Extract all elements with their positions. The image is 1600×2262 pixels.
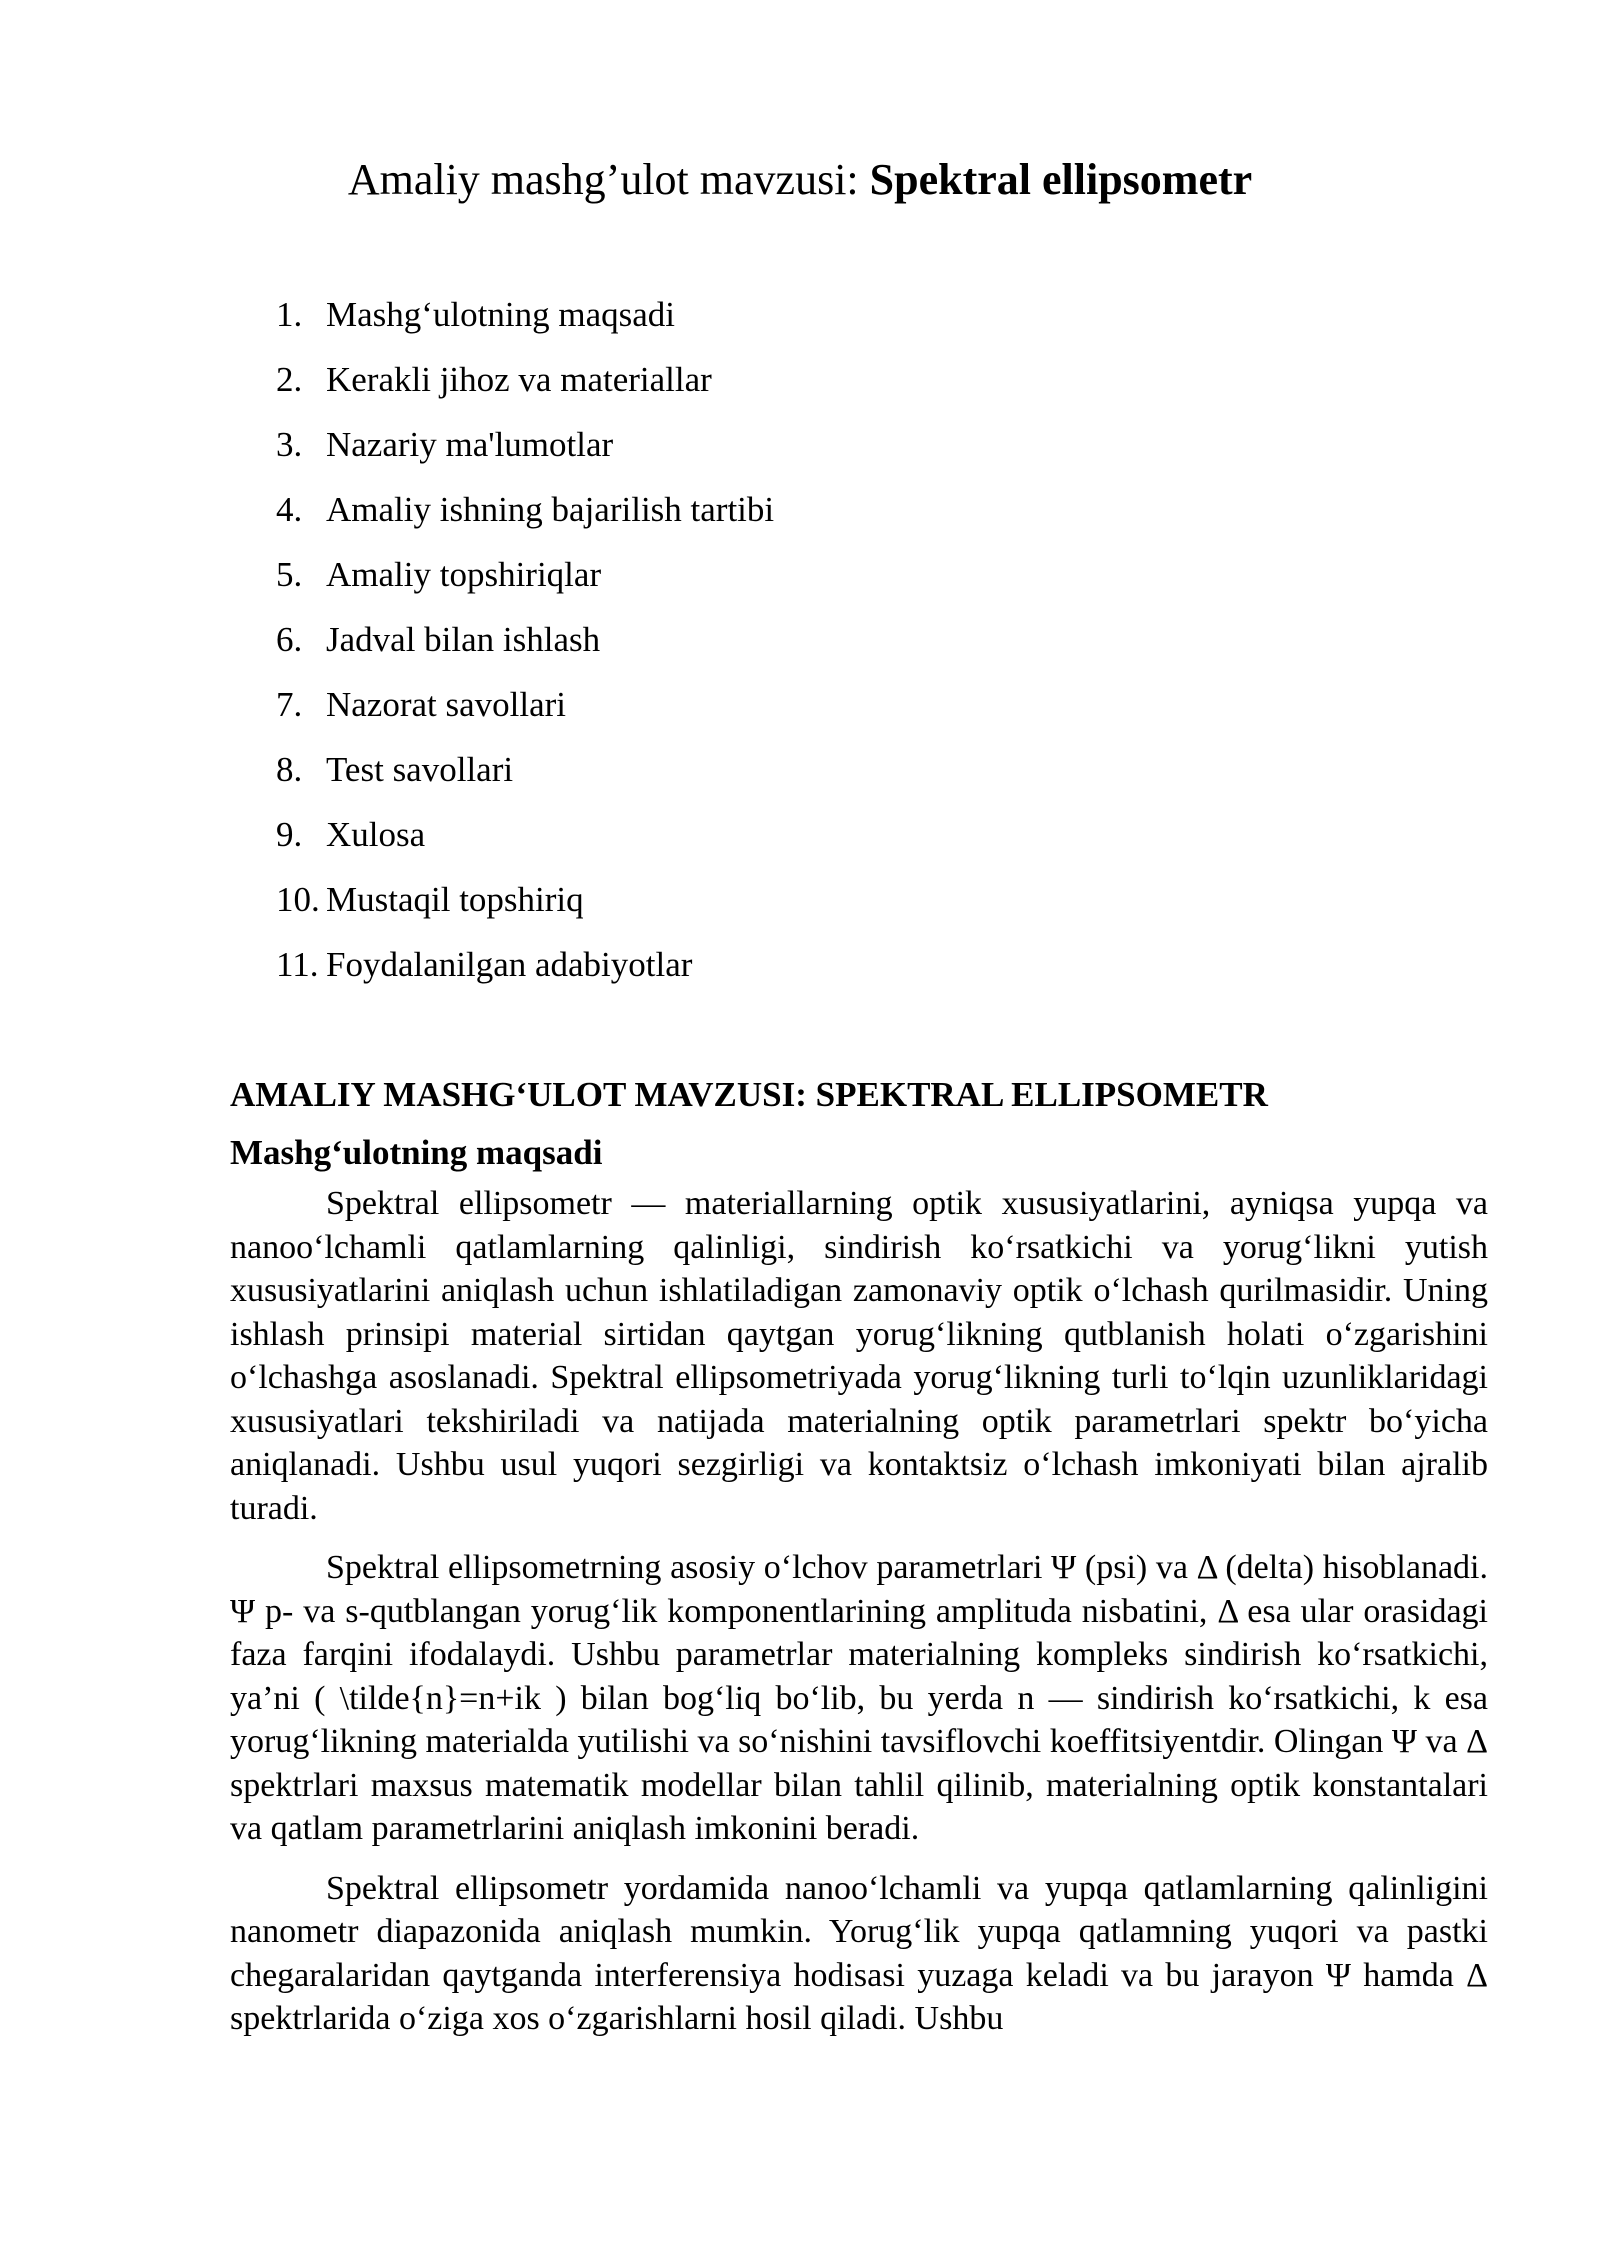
- toc-item-number: 11.: [276, 945, 319, 984]
- body-paragraph: Spektral ellipsometr yordamida nanoo‘lchamli va yupqa qatlamlarning qalinligini nanometr diapazonida aniqlash mumkin. Yorug‘lik yupqa qatlamning yuqori va pastki chegaralaridan qaytganda interferensiya hodisasi yuzaga keladi va bu jarayon Ψ hamda Δ spektrlarida o‘ziga xos o‘zgarishlarni hosil qiladi. Ushbu: [230, 1869, 1488, 2037]
- toc-item: [276, 485, 774, 550]
- toc-item-label: Mashg‘ulotning maqsadi: [326, 295, 675, 334]
- table-of-contents: [276, 290, 774, 1005]
- toc-item-number: 5.: [276, 555, 303, 594]
- toc-item-number: 3.: [276, 425, 303, 464]
- toc-item-label: Jadval bilan ishlash: [326, 620, 601, 659]
- document-title-normal: Amaliy mashg’ulot mavzusi:: [347, 155, 870, 204]
- document-title-bold: Spektral ellipsometr: [869, 155, 1253, 204]
- body-paragraph: Spektral ellipsometr — materiallarning optik xususiyatlarini, ayniqsa yupqa va nanoo‘lchamli qatlamlarning qalinligi, sindirish ko‘rsatkichi va yorug‘likni yutish xususiyatlarini aniqlash uchun ishlatiladigan zamonaviy optik o‘lchash qurilmasidir. Uning ishlash prinsipi material sirtidan qaytgan yorug‘likning qutblanish holati o‘zgarishini o‘lchashga asoslanadi. Spektral ellipsometriyada yorug‘likning turli to‘lqin uzunliklaridagi xususiyatlari tekshiriladi va natijada materialning optik parametrlari spektr bo‘yicha aniqlanadi. Ushbu usul yuqori sezgirligi va kontaktsiz o‘lchash imkoniyati bilan ajralib turadi.: [230, 1185, 1488, 1527]
- toc-item: [276, 550, 774, 615]
- document-title: [0, 150, 1600, 210]
- toc-item-number: 8.: [276, 750, 303, 789]
- toc-item-number: 2.: [276, 360, 303, 399]
- toc-item-label: Nazorat savollari: [326, 685, 567, 724]
- toc-item-label: Test savollari: [326, 750, 514, 789]
- toc-item-label: Amaliy topshiriqlar: [326, 555, 602, 594]
- toc-item-number: 9.: [276, 815, 303, 854]
- toc-item: [276, 875, 774, 940]
- toc-item: [276, 940, 774, 1005]
- section-heading: AMALIY MASHG‘ULOT MAVZUSI: SPEKTRAL ELLIPSOMETR: [230, 1075, 1268, 1114]
- toc-item-label: Mustaqil topshiriq: [326, 880, 584, 919]
- toc-item: [276, 355, 774, 420]
- toc-item-number: 1.: [276, 295, 303, 334]
- toc-item-number: 7.: [276, 685, 303, 724]
- body-paragraph: Spektral ellipsometrning asosiy o‘lchov parametrlari Ψ (psi) va Δ (delta) hisoblanadi. Ψ p- va s-qutblangan yorug‘lik komponentlarining amplituda nisbatini, Δ esa ular orasidagi faza farqini ifodalaydi. Ushbu parametrlar materialning kompleks sindirish ko‘rsatkichi, ya’ni ( \tilde{n}=n+ik ) bilan bog‘liq bo‘lib, bu yerda n — sindirish ko‘rsatkichi, k esa yorug‘likning materialda yutilishi va so‘nishini tavsiflovchi koeffitsiyentdir. Olingan Ψ va Δ spektrlari maxsus matematik modellar bilan tahlil qilinib, materialning optik konstantalari va qatlam parametrlarini aniqlash imkonini beradi.: [230, 1549, 1488, 1847]
- toc-item-label: Nazariy ma'lumotlar: [326, 425, 614, 464]
- toc-item-label: Amaliy ishning bajarilish tartibi: [326, 490, 775, 529]
- toc-item-label: Xulosa: [326, 815, 426, 854]
- document-body: [230, 1070, 1488, 2057]
- toc-item: [276, 290, 774, 355]
- toc-item: [276, 615, 774, 680]
- toc-item: [276, 680, 774, 745]
- toc-item-label: Kerakli jihoz va materiallar: [326, 360, 712, 399]
- toc-item: [276, 745, 774, 810]
- subsection-heading: Mashg‘ulotning maqsadi: [230, 1133, 603, 1172]
- toc-item: [276, 420, 774, 485]
- toc-item-label: Foydalanilgan adabiyotlar: [326, 945, 693, 984]
- toc-item-number: 4.: [276, 490, 303, 529]
- toc-item-number: 10.: [276, 880, 320, 919]
- toc-item: [276, 810, 774, 875]
- toc-item-number: 6.: [276, 620, 303, 659]
